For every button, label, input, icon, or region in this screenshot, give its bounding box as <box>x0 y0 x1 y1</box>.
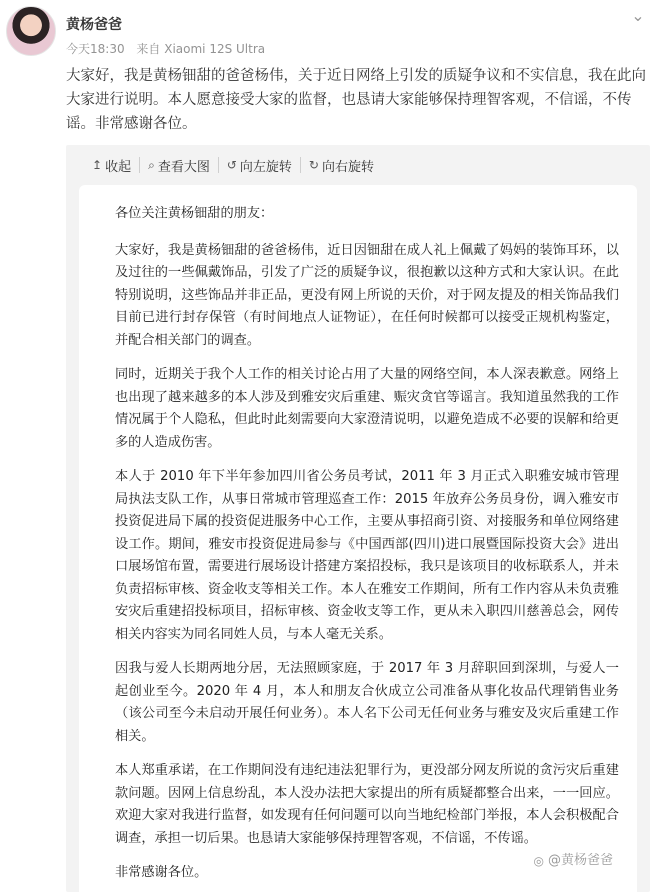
image-toolbar <box>66 145 650 185</box>
document-paragraph-2: 同时，近期关于我个人工作的相关讨论占用了大量的网络空间，本人深表歉意。网络上也出现了越来越多的本人涉及到雅安灾后重建、赈灾贪官等谣言。我知道虽然我的工作情况属于个人隐私，但此时此刻需要向大家澄清说明，以避免造成不必要的误解和给更多的人造成伤害。 <box>115 367 619 450</box>
user-name[interactable]: 黄杨爸爸 <box>66 17 122 33</box>
avatar[interactable] <box>6 6 56 56</box>
document-greeting: 各位关注黄杨钿甜的朋友： <box>115 206 274 221</box>
rotate-left-label: 向左旋转 <box>239 159 292 175</box>
rotate-left-icon: ↺ <box>226 158 237 172</box>
view-large-button[interactable] <box>140 157 219 173</box>
expanded-image-panel <box>66 145 650 892</box>
post-meta <box>66 40 273 57</box>
post-source: 来自 Xiaomi 12S Ultra <box>136 42 266 56</box>
view-large-label: 查看大图 <box>157 159 210 175</box>
document-paragraph-1: 大家好，我是黄杨钿甜的爸爸杨伟，近日因钿甜在成人礼上佩戴了妈妈的装饰耳环，以及过往的一些佩戴饰品，引发了广泛的质疑争议，很抱歉以这种方式和大家认识。在此特别说明，这些饰品并非正品，更没有网上所说的天价，对于网友提及的相关饰品我们目前已进行封存保管（有时间地点人证物证），在任何时候都可以接受正规机构鉴定，并配合相关部门的调查。 <box>115 242 619 348</box>
collapse-button[interactable] <box>84 157 140 173</box>
rotate-right-icon: ↻ <box>308 158 319 172</box>
document-paragraph-3: 本人于 2010 年下半年参加四川省公务员考试，2011 年 3 月正式入职雅安城市管理局执法支队工作，从事日常城市管理巡查工作：2015 年放弃公务员身份，调入雅安市投资促进局下属的投资促进服务中心工作，主要从事招商引资、对接服务和单位网络建设工作。期间，雅安市投资促进局参与《中国西部(四川)进口展暨国际投资大会》进出口展场馆布置，需要进行展场设计搭建方案招投标，我只是该项目的收标联系人，并未负责招标审核、资金收支等相关工作。本人在雅安工作期间，所有工作内容从未负责雅安灾后重建招投标项目，招标审核、资金收支等工作，更从未入职四川慈善总会，网传相关内容实为同名同姓人员，与本人毫无关系。 <box>115 469 619 642</box>
post-text: 大家好，我是黄杨钿甜的爸爸杨伟，关于近日网络上引发的质疑争议和不实信息，我在此向大家进行说明。本人愿意接受大家的监督，也恳请大家能够保持理智客观，不信谣，不传谣。非常感谢各位。 <box>66 68 646 132</box>
watermark-text: @黄杨爸爸 <box>547 852 613 868</box>
weibo-logo-icon: ◎ <box>533 853 544 868</box>
weibo-watermark <box>534 850 614 873</box>
document-paragraph-4: 因我与爱人长期两地分居，无法照顾家庭，于 2017 年 3 月辞职回到深圳，与爱人一起创业至今。2020 年 4 月，本人和朋友合伙成立公司准备从事化妆品代理销售业务（该公司至今未启动开展任何业务）。本人名下公司无任何业务与雅安及灾后重建工作相关。 <box>115 661 619 744</box>
rotate-left-button[interactable] <box>219 157 301 173</box>
document-closing: 非常感谢各位。 <box>115 865 208 880</box>
collapse-label: 收起 <box>105 159 132 175</box>
rotate-right-label: 向右旋转 <box>321 159 374 175</box>
rotate-right-button[interactable] <box>301 157 382 173</box>
chevron-down-icon[interactable]: ⌄ <box>631 6 645 25</box>
statement-image[interactable] <box>79 185 637 892</box>
magnifier-icon: ⌕ <box>148 157 155 172</box>
post-time[interactable]: 今天18:30 <box>66 42 125 56</box>
document-paragraph-5: 本人郑重承诺，在工作期间没有违纪违法犯罪行为，更没部分网友所说的贪污灾后重建款问题。因网上信息纷乱，本人没办法把大家提出的所有质疑都整合出来，一一回应。欢迎大家对我进行监督，如发现有任何问题可以向当地纪检部门举报，本人会积极配合调查，承担一切后果。也恳请大家能够保持理智客观，不信谣，不传谣。 <box>115 763 619 846</box>
collapse-icon: ↥ <box>92 158 103 172</box>
